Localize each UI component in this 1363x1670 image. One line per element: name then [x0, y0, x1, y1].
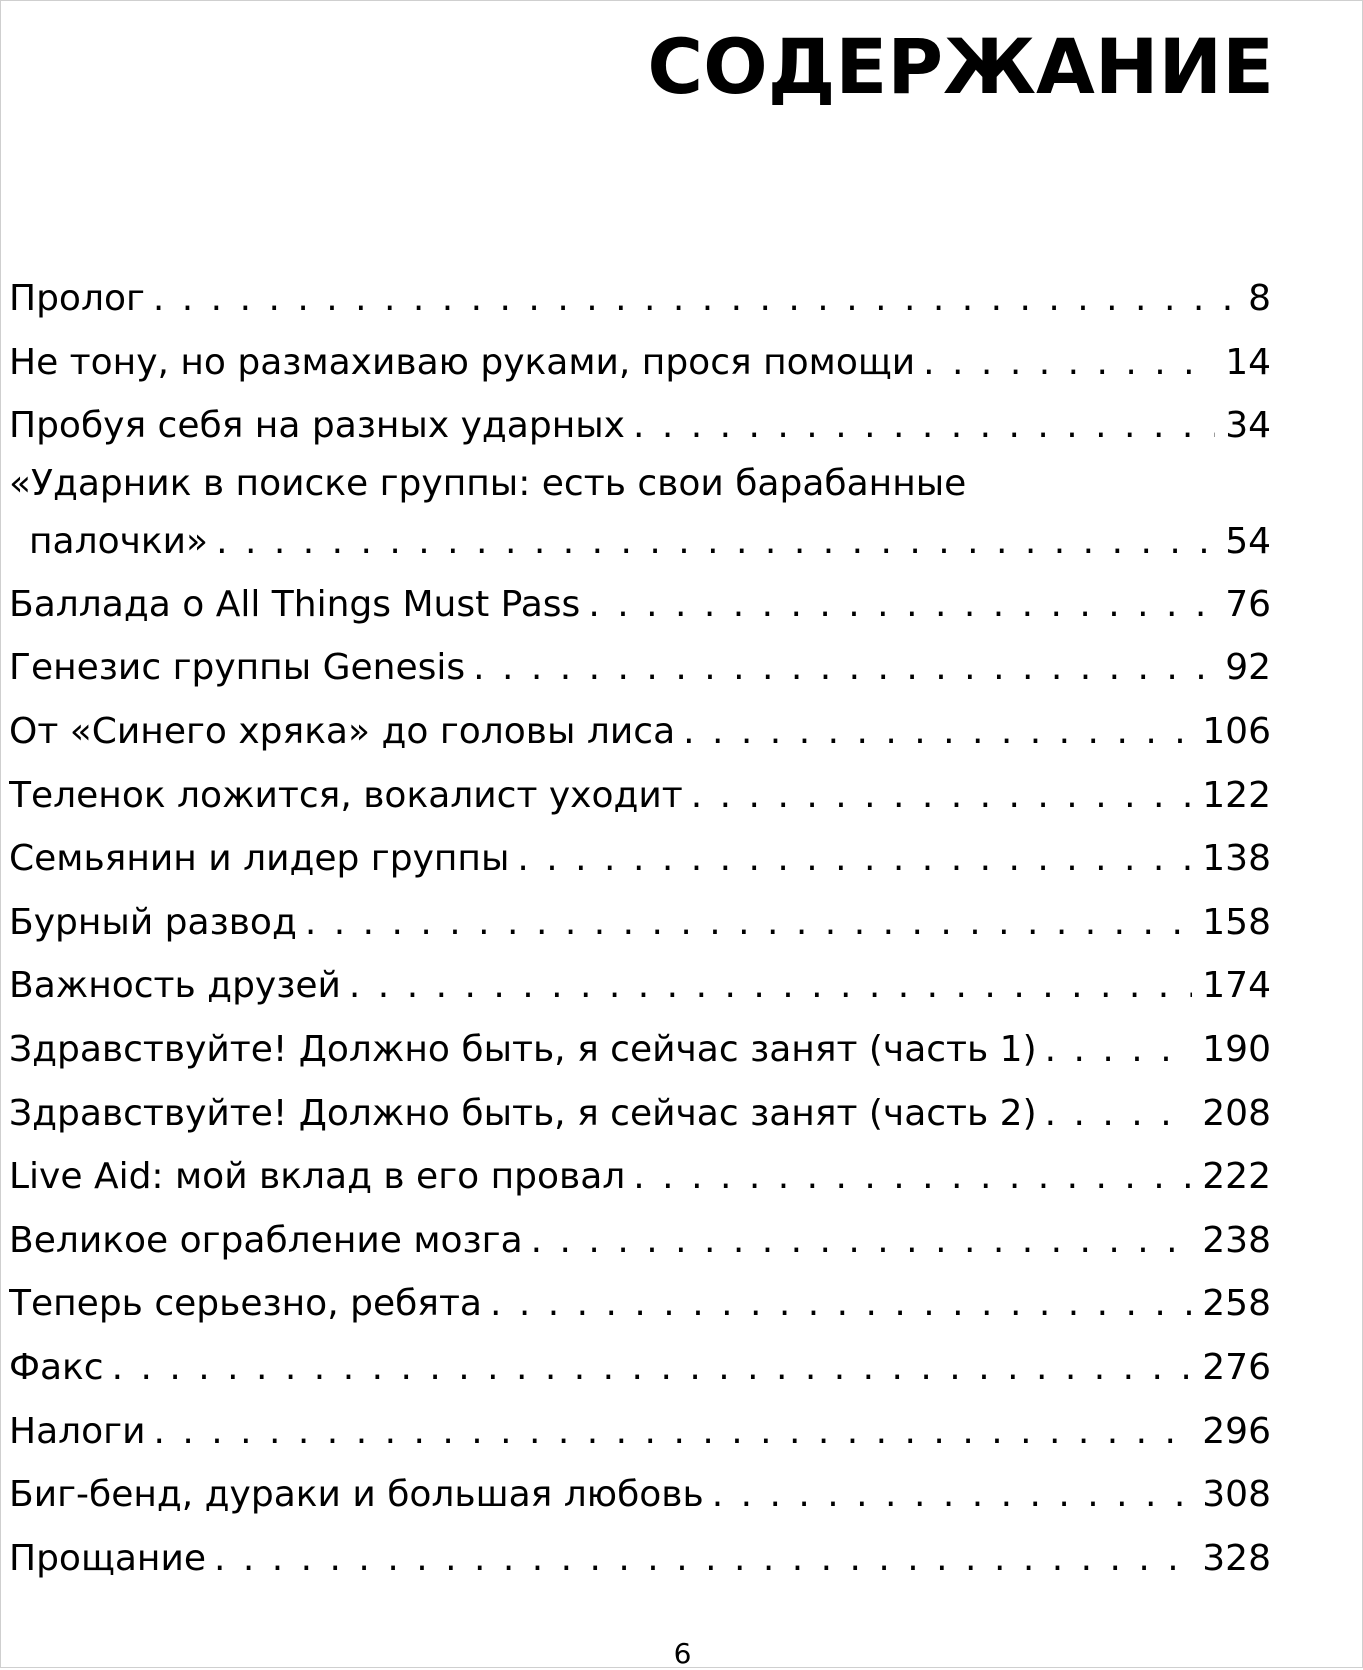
dot-leader	[153, 267, 1238, 331]
dot-leader	[531, 1209, 1193, 1273]
toc-entry-page: 296	[1202, 1410, 1271, 1452]
toc-entry	[9, 954, 1271, 1018]
toc-entry	[9, 1463, 1271, 1527]
toc-entry-page: 222	[1202, 1156, 1271, 1198]
dot-leader	[473, 636, 1215, 700]
toc-entry	[9, 573, 1271, 637]
dot-leader	[633, 394, 1215, 458]
toc-entry-title: Бурный развод	[9, 901, 297, 943]
page-number: 6	[673, 1637, 692, 1670]
toc-entry-page: 258	[1202, 1283, 1271, 1325]
dot-leader	[214, 1527, 1192, 1591]
toc-entry	[9, 1145, 1271, 1209]
toc-entry-title: Live Aid: мой вклад в его провал	[9, 1156, 626, 1198]
toc-entry-title: Здравствуйте! Должно быть, я сейчас занят (часть 1)	[9, 1028, 1037, 1070]
dot-leader	[1045, 1082, 1193, 1146]
toc-entry-page: 138	[1202, 838, 1271, 880]
toc-entry-title: Теленок ложится, вокалист уходит	[9, 774, 683, 816]
toc-entry-page: 92	[1225, 647, 1271, 689]
dot-leader	[112, 1336, 1193, 1400]
toc-entry-title: Прощание	[9, 1537, 206, 1579]
toc-entry	[9, 1018, 1271, 1082]
toc-entry-page: 308	[1202, 1474, 1271, 1516]
toc-entry	[9, 1527, 1271, 1591]
toc-entry	[9, 331, 1271, 395]
toc-entry-title: От «Синего хряка» до головы лиса	[9, 710, 676, 752]
toc-entry-title: Генезис группы Genesis	[9, 647, 466, 689]
dot-leader	[712, 1463, 1193, 1527]
dot-leader	[490, 1272, 1192, 1336]
dot-leader	[153, 1400, 1192, 1464]
toc-entry-page: 34	[1225, 405, 1271, 447]
dot-leader	[691, 764, 1193, 828]
toc-entry-title: Великое ограбление мозга	[9, 1219, 523, 1261]
toc-entry	[9, 636, 1271, 700]
toc-entry	[9, 394, 1271, 458]
dot-leader	[305, 891, 1192, 955]
toc-entry	[9, 1209, 1271, 1273]
toc-entry	[9, 764, 1271, 828]
toc-entry-page: 76	[1225, 583, 1271, 625]
toc-entry	[9, 1400, 1271, 1464]
toc-entry-page: 54	[1225, 520, 1271, 562]
toc-entry-title: Важность друзей	[9, 965, 341, 1007]
toc-entry-title: Биг-бенд, дураки и большая любовь	[9, 1474, 704, 1516]
toc-entry-title: Семьянин и лидер группы	[9, 838, 510, 880]
toc-entry	[9, 1272, 1271, 1336]
dot-leader	[683, 700, 1192, 764]
toc-entry-page: 122	[1202, 774, 1271, 816]
dot-leader	[633, 1145, 1192, 1209]
toc-entry-page: 238	[1202, 1219, 1271, 1261]
toc-entry-title: Не тону, но размахиваю руками, прося помощи	[9, 341, 916, 383]
toc-entry-title: Факс	[9, 1346, 104, 1388]
toc-entry-title: Баллада о All Things Must Pass	[9, 583, 581, 625]
toc-entry	[9, 1336, 1271, 1400]
toc-entry	[9, 700, 1271, 764]
toc-entry	[9, 458, 1271, 573]
table-of-contents	[9, 267, 1271, 1590]
dot-leader	[1045, 1018, 1193, 1082]
toc-entry-title-line1: «Ударник в поиске группы: есть свои барабанные	[9, 462, 967, 504]
dot-leader	[349, 954, 1192, 1018]
toc-entry	[9, 827, 1271, 891]
toc-entry-page: 14	[1225, 341, 1271, 383]
dot-leader	[216, 510, 1215, 573]
toc-entry-page: 190	[1202, 1028, 1271, 1070]
toc-entry-title: Пробуя себя на разных ударных	[9, 405, 625, 447]
toc-entry-title-line2: палочки»	[29, 520, 209, 562]
toc-entry-title: Налоги	[9, 1410, 146, 1452]
toc-entry-page: 8	[1248, 278, 1271, 319]
toc-entry-title: Теперь серьезно, ребята	[9, 1283, 482, 1325]
page-title: СОДЕРЖАНИЕ	[647, 22, 1274, 111]
toc-entry-page: 328	[1202, 1537, 1271, 1579]
toc-entry-page: 276	[1202, 1346, 1271, 1388]
dot-leader	[517, 827, 1192, 891]
toc-entry	[9, 267, 1271, 331]
toc-entry-page: 158	[1202, 901, 1271, 943]
dot-leader	[588, 573, 1215, 637]
toc-entry-page: 106	[1202, 710, 1271, 752]
toc-entry-title: Здравствуйте! Должно быть, я сейчас занят (часть 2)	[9, 1092, 1037, 1134]
toc-entry	[9, 891, 1271, 955]
dot-leader	[923, 331, 1215, 395]
toc-entry-page: 208	[1202, 1092, 1271, 1134]
toc-entry-page: 174	[1202, 965, 1271, 1007]
toc-entry	[9, 1082, 1271, 1146]
toc-entry-title: Пролог	[9, 278, 145, 319]
